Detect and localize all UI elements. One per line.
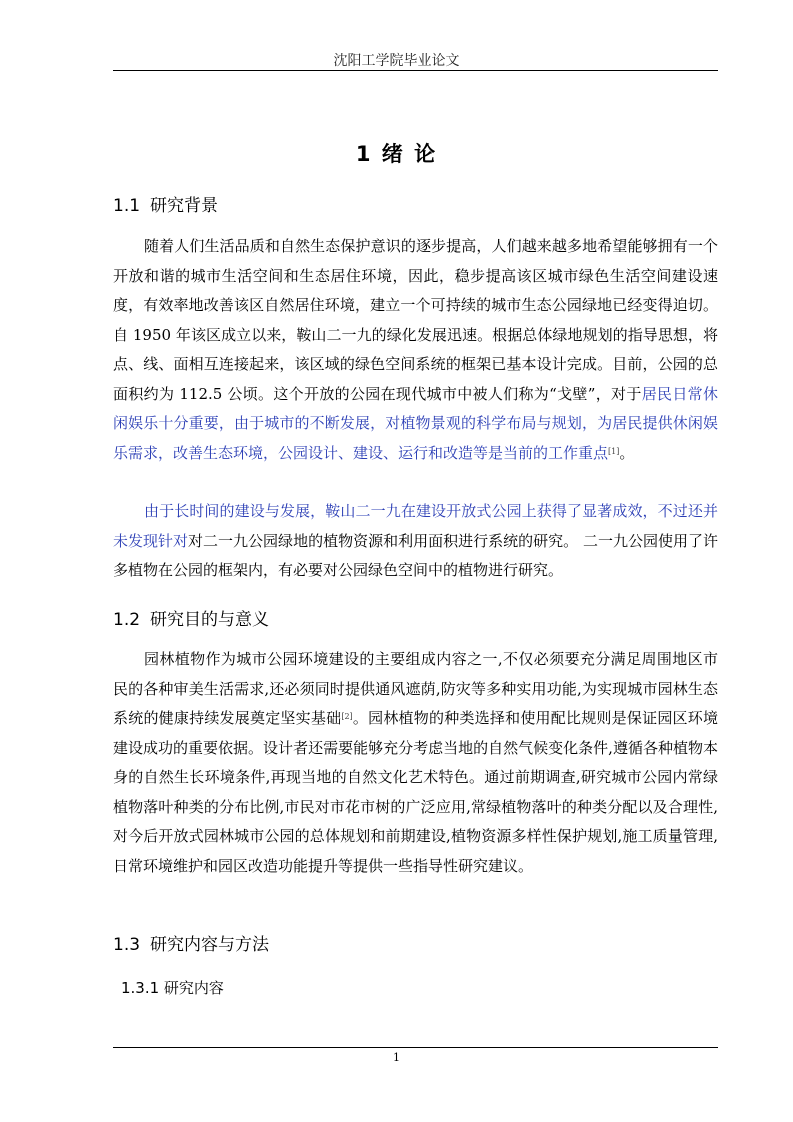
- paragraph-background-1: [113, 232, 718, 468]
- section-title: 研究目的与意义: [150, 610, 270, 630]
- paragraph-purpose: [113, 645, 718, 881]
- highlighted-text: 由于长时间的建设与发展，鞍山二一九在建设开放式公园上获得了显著成效，不过还并未发现针对: [113, 502, 718, 550]
- section-number: 1.1: [113, 196, 141, 216]
- section-number: 1.2: [113, 610, 141, 630]
- paragraph-text: 随着人们生活品质和自然生态保护意识的逐步提高，人们越来越多地希望能够拥有一个开放和谐的城市生活空间和生态居住环境，因此，稳步提高该区城市绿色生活空间建设速度，有效率地改善该区自然居住环境，建立一个可持续的城市生态公园绿地已经变得迫切。自 1950 年该区成立以来，鞍山二一九的绿化发展迅速。根据总体绿地规划的指导思想，将点、线、面相互连接起来，该区域的绿色空间系统的框架已基本设计完成。目前，公园的总面积约为 112.5 公顷。这个开放的公园在现代城市中被人们称为“戈壁”，对于: [113, 237, 718, 403]
- paragraph-text: 对二一九公园绿地的植物资源和利用面积进行系统的研究。 二一九公园使用了许多植物在公园的框架内，有必要对公园绿色空间中的植物进行研究。: [113, 531, 718, 579]
- footer-rule: [113, 1047, 718, 1048]
- header-rule: [113, 70, 718, 71]
- citation-marker[interactable]: [1]: [608, 446, 620, 456]
- section-heading-1-2: [113, 605, 269, 630]
- subsection-heading-1-3-1: 1.3.1 研究内容: [121, 979, 224, 997]
- section-title: 研究背景: [150, 196, 219, 216]
- section-heading-1-1: [113, 191, 218, 216]
- highlighted-text: 居民日常休闲娱乐十分重要，由于城市的不断发展，对植物景观的科学布局与规划，为居民提供休闲娱乐需求，改善生态环境，公园设计、建设、运行和改造等是当前的工作重点: [113, 384, 718, 462]
- paragraph-text: 。: [619, 443, 635, 462]
- running-header: 沈阳工学院毕业论文: [333, 53, 460, 69]
- section-title: 研究内容与方法: [150, 935, 270, 955]
- paragraph-text: 。园林植物的种类选择和使用配比规则是保证园区环境建设成功的重要依据。设计者还需要能够充分考虑当地的自然气候变化条件,遵循各种植物本身的自然生长环境条件,再现当地的自然文化艺术特色。通过前期调查,研究城市公园内常绿植物落叶种类的分布比例,市民对市花市树的广泛应用,常绿植物落叶的种类分配以及合理性,对今后开放式园林城市公园的总体规划和前期建设,植物资源多样性保护规划,施工质量管理,日常环境维护和园区改造功能提升等提供一些指导性研究建议。: [113, 709, 718, 875]
- chapter-title: 1 绪 论: [355, 142, 438, 166]
- paragraph-background-2: [113, 497, 718, 586]
- section-heading-1-3: [113, 930, 269, 955]
- section-number: 1.3: [113, 935, 141, 955]
- citation-marker[interactable]: [2]: [341, 712, 353, 721]
- page-number: 1: [393, 1051, 400, 1064]
- paragraph-text: 园林植物作为城市公园环境建设的主要组成内容之一,不仅必须要充分满足周围地区市民的各种审美生活需求,还必须同时提供通风遮荫,防灾等多种实用功能,为实现城市园林生态系统的健康持续发展奠定坚实基础: [113, 650, 718, 727]
